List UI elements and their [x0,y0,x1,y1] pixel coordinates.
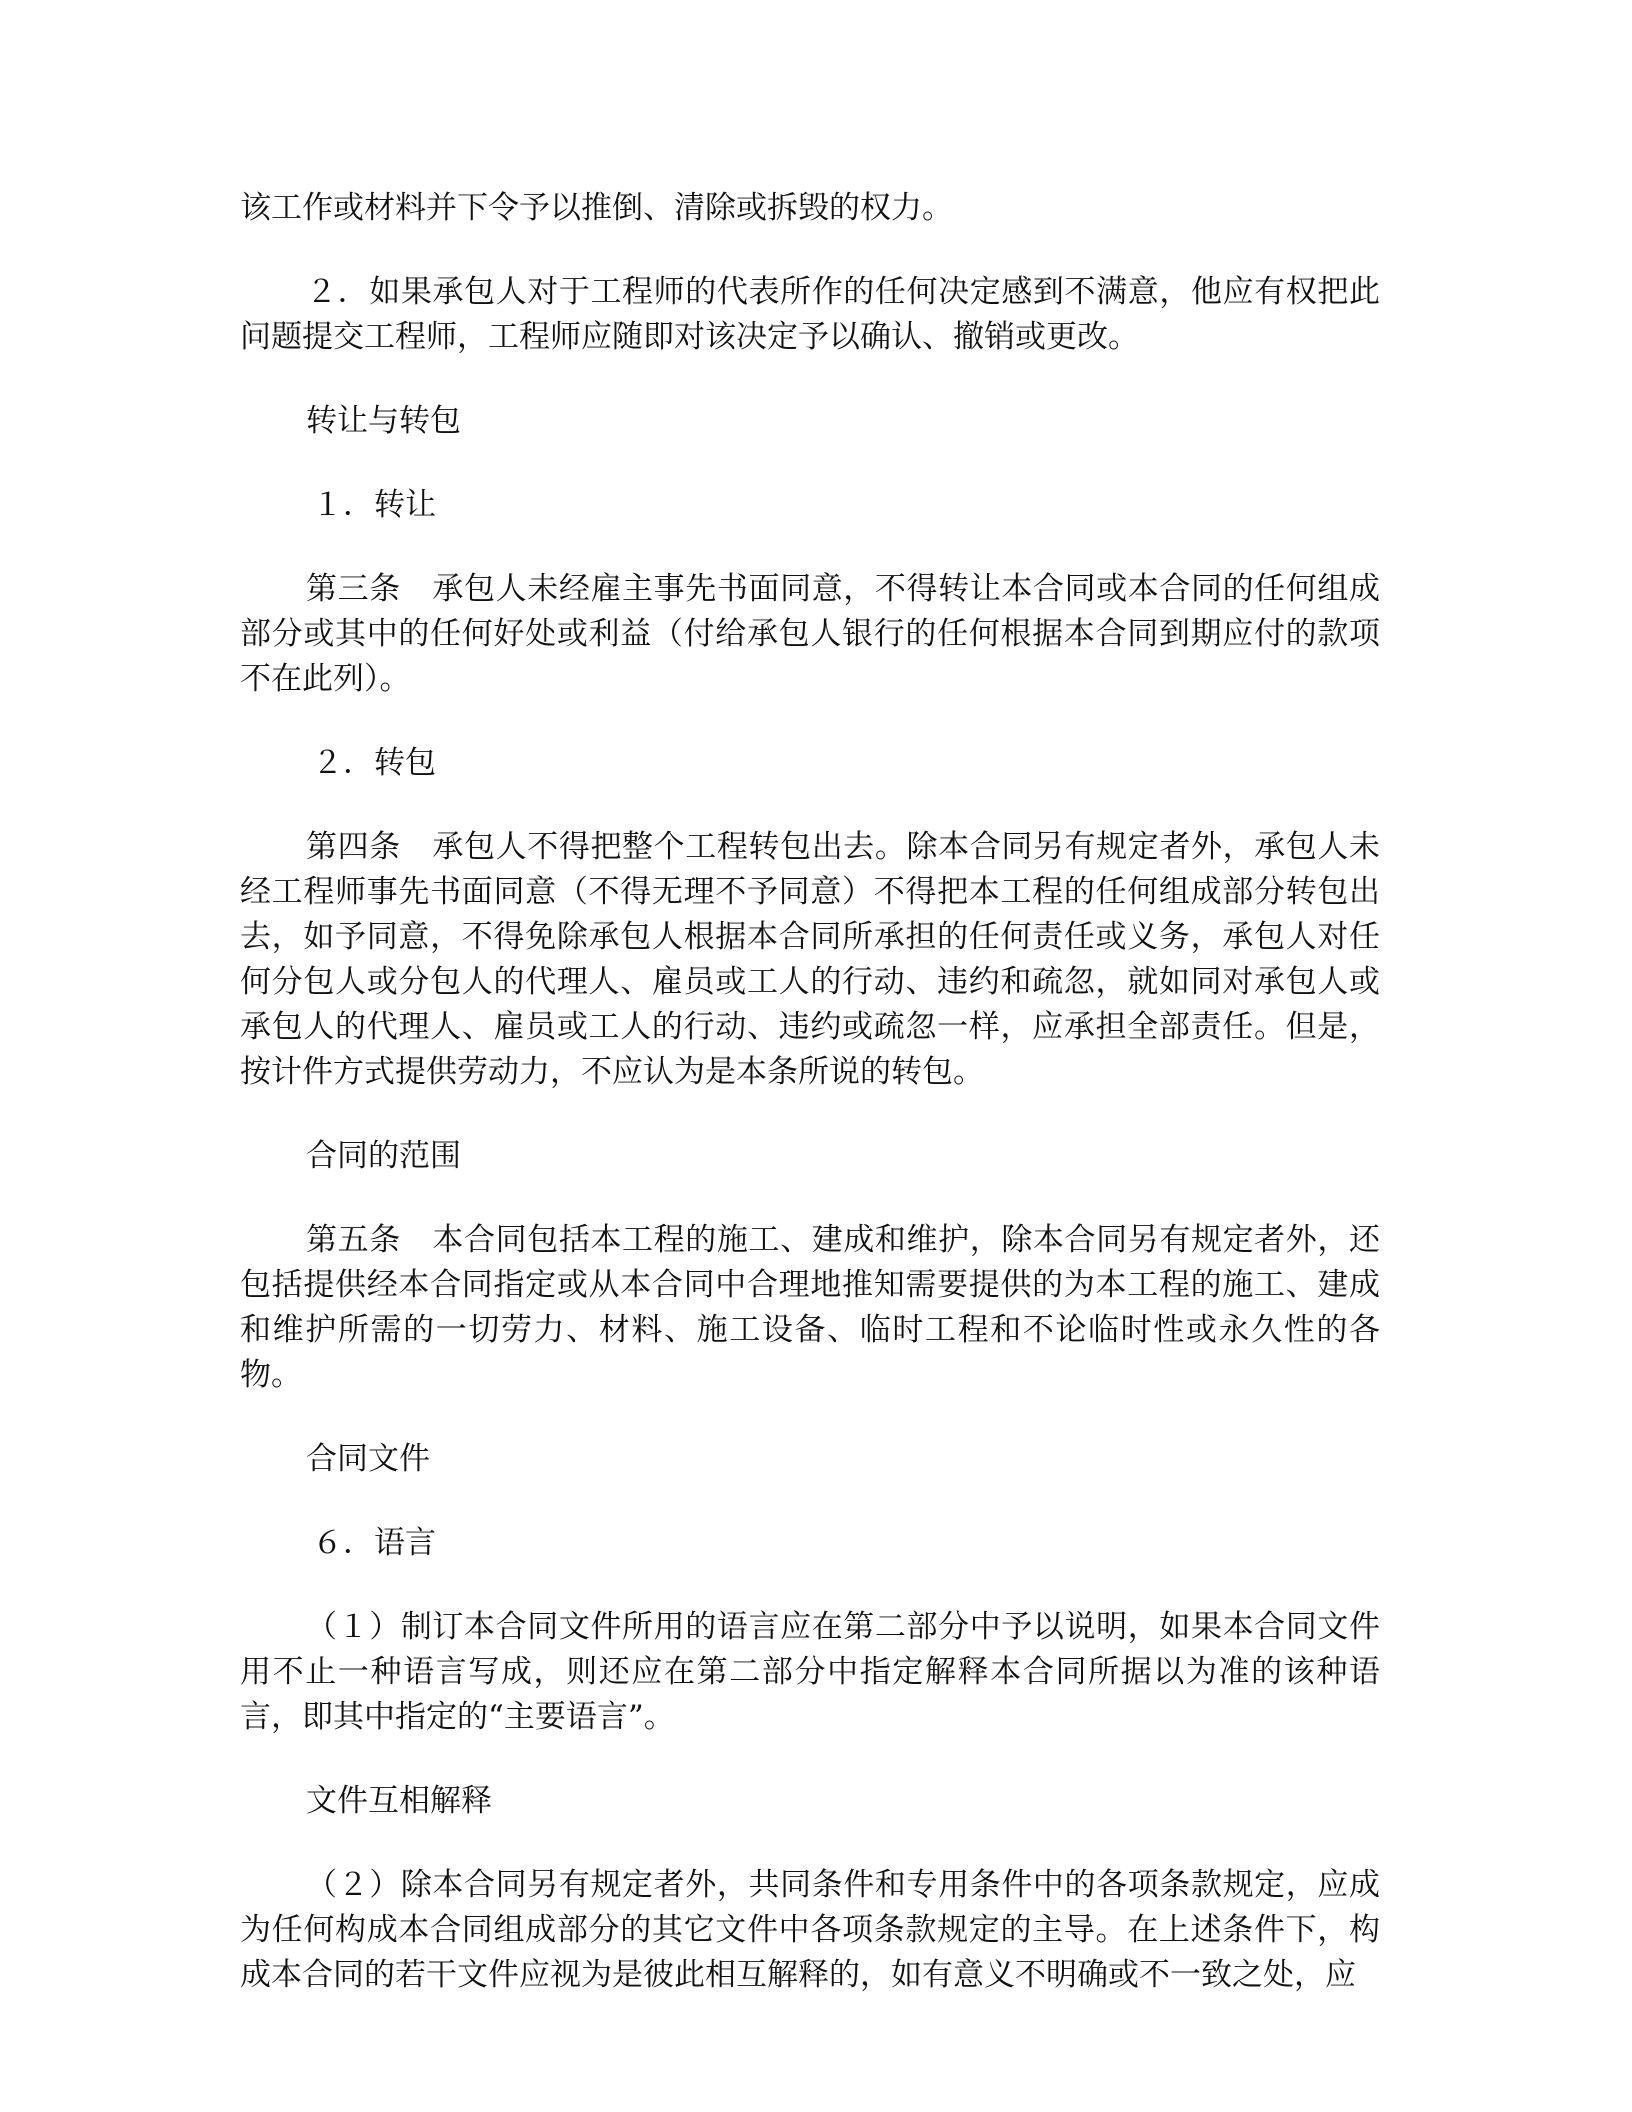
paragraph-article-3: 第三条 承包人未经雇主事先书面同意，不得转让本合同或本合同的任何组成部分或其中的任何好处或利益（付给承包人银行的任何根据本合同到期应付的款项不在此列）。 [240,571,1380,697]
paragraph-language-1: （１）制订本合同文件所用的语言应在第二部分中予以说明，如果本合同文件用不止一种语言写成，则还应在第二部分中指定解释本合同所据以为准的该种语言，即其中指定的“主要语言”。 [240,1609,1380,1735]
subheading-language: ６．语言 [312,1525,436,1561]
paragraph-continuation: 该工作或材料并下令予以推倒、清除或拆毁的权力。 [240,190,953,226]
section-heading-mutual-interpretation: 文件互相解释 [306,1783,492,1819]
section-heading-contract-documents: 合同文件 [306,1441,430,1477]
subheading-subcontract: ２．转包 [312,745,436,781]
document-body [240,186,1380,2037]
paragraph-article-5: 第五条 本合同包括本工程的施工、建成和维护，除本合同另有规定者外，还包括提供经本合同指定或从本合同中合理地推知需要提供的为本工程的施工、建成和维护所需的一切劳力、材料、施工设备、临时工程和不论临时性或永久性的各物。 [240,1222,1380,1393]
paragraph-article-4: 第四条 承包人不得把整个工程转包出去。除本合同另有规定者外，承包人未经工程师事先书面同意（不得无理不予同意）不得把本工程的任何组成部分转包出去，如予同意，不得免除承包人根据本合同所承担的任何责任或义务，承包人对任何分包人或分包人的代理人、雇员或工人的行动、违约和疏忽，就如同对承包人或承包人的代理人、雇员或工人的行动、违约或疏忽一样，应承担全部责任。但是，按计件方式提供劳动力，不应认为是本条所说的转包。 [240,829,1380,1090]
section-heading-contract-scope: 合同的范围 [306,1138,461,1174]
paragraph-interpretation-2: （２）除本合同另有规定者外，共同条件和专用条件中的各项条款规定，应成为任何构成本合同组成部分的其它文件中各项条款规定的主导。在上述条件下，构成本合同的若干文件应视为是彼此相互解释的，如有意义不明确或不一致之处，应 [240,1867,1380,1993]
subheading-assignment: １．转让 [312,487,436,523]
paragraph-item-2-decision: ２．如果承包人对于工程师的代表所作的任何决定感到不满意，他应有权把此问题提交工程师，工程师应随即对该决定予以确认、撤销或更改。 [240,274,1380,355]
section-heading-assignment-subcontract: 转让与转包 [306,403,461,439]
